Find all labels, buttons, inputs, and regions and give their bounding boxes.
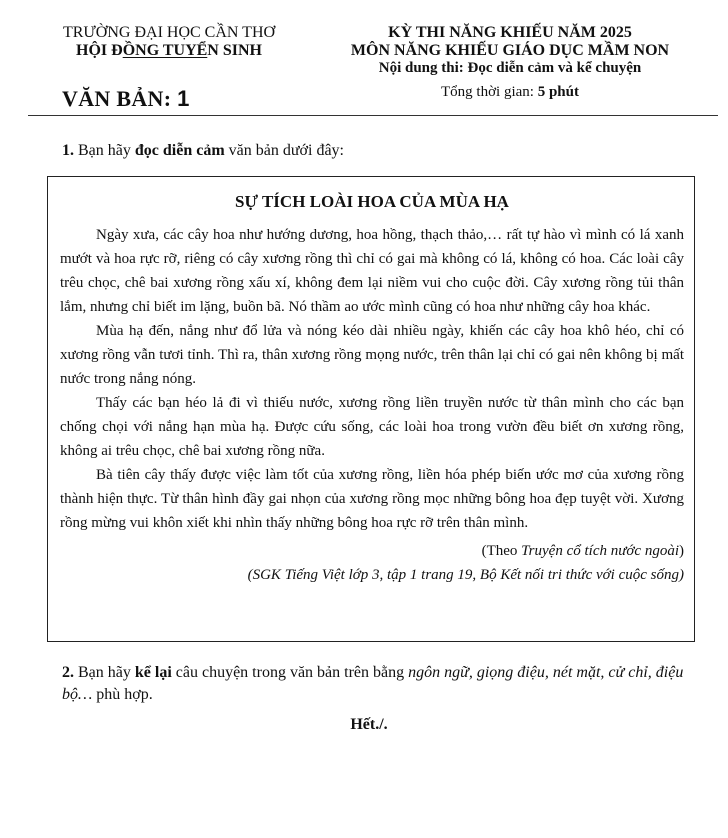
time-label: Tổng thời gian: xyxy=(441,84,534,100)
story-paragraph: Bà tiên cây thấy được việc làm tốt của xương rồng, liền hóa phép biến ước mơ của xương rồng thành hiện thực. Từ thân hình đầy gai nhọn của xương rồng mọc những bông hoa đẹp tuyệt vời. Xương rồng mừng vui khôn xiết khi nhìn thấy những bông hoa rực rỡ trên thân mình. xyxy=(60,467,684,531)
header-left xyxy=(34,24,304,60)
source-pre: (Theo xyxy=(481,543,518,559)
question-2-number: 2. xyxy=(62,664,74,681)
story-reference xyxy=(60,563,684,587)
question-2-italic: ngôn ngữ, giọng điệu, nét mặt, cử chỉ, điệu bộ… xyxy=(62,664,684,703)
source-title: Truyện cổ tích nước ngoài xyxy=(521,543,679,559)
end-marker: Hết./. xyxy=(350,716,388,733)
story-title: SỰ TÍCH LOÀI HOA CỦA MÙA HẠ xyxy=(235,192,509,211)
story-paragraph: Ngày xưa, các cây hoa như hướng dương, hoa hồng, thạch thảo,… rất tự hào vì mình có lá xanh mướt và hoa rực rỡ, riêng có cây xương rồng thì chỉ có gai mà không có lá, không có hoa. Các loài cây trêu chọc, chê bai xương rồng xấu xí, không đem lại niềm vui cho cuộc đời. Cây xương rồng tủi thân lắm, nhưng chỉ biết im lặng, buồn bã. Nó thầm ao ước mình cũng có hoa như những cây hoa khác. xyxy=(60,227,684,315)
text-label: VĂN BẢN: xyxy=(62,86,172,111)
question-2-mid: câu chuyện trong văn bản trên bằng xyxy=(175,664,405,681)
time-line xyxy=(300,83,720,101)
question-2-post: phù hợp. xyxy=(96,686,153,703)
story-paragraph: Thấy các bạn héo lả đi vì thiếu nước, xương rồng liền truyền nước từ thân mình cho các bạn chống chọi với nắng hạn mùa hạ. Được cứu sống, các loài hoa trong vườn đều biết ơn xương rồng, không ai trêu chọc, chê bai xương rồng nữa. xyxy=(60,395,684,459)
question-2-emphasis: kể lại xyxy=(134,664,172,681)
text-number: 1 xyxy=(177,86,190,111)
question-2 xyxy=(62,662,702,706)
council-name-part2: ỒNG TUYỂ xyxy=(122,42,208,59)
story-paragraph: Mùa hạ đến, nắng như đổ lửa và nóng kéo dài nhiều ngày, khiến các cây hoa khô héo, chỉ có xương rồng vẫn tươi tỉnh. Thì ra, thân xương rồng mọng nước, trên thân lại chỉ có gai nên không bị mất nước trong nắng nóng. xyxy=(60,323,684,387)
story-box xyxy=(47,176,695,642)
council-name xyxy=(34,42,304,60)
header-right xyxy=(300,24,720,101)
subject-title: MÔN NĂNG KHIẾU GIÁO DỤC MẦM NON xyxy=(350,42,670,59)
reference-text: (SGK Tiếng Việt lớp 3, tập 1 trang 19, Bộ Kết nối tri thức với cuộc sống) xyxy=(247,567,684,583)
header-divider xyxy=(28,115,718,116)
council-name-part3: N SINH xyxy=(207,42,262,59)
story-source xyxy=(60,539,684,563)
exam-title: KỲ THI NĂNG KHIẾU NĂM 2025 xyxy=(388,24,632,41)
question-1-emphasis: đọc diễn cảm xyxy=(134,142,225,159)
council-name-part1: HỘI Đ xyxy=(76,42,123,59)
time-value: 5 phút xyxy=(537,84,579,100)
question-1-number: 1. xyxy=(62,142,74,159)
source-post: ) xyxy=(679,543,684,559)
content-line: Nội dung thi: Đọc diễn cảm và kể chuyện xyxy=(378,60,642,76)
school-name: TRƯỜNG ĐẠI HỌC CẦN THƠ xyxy=(62,24,276,41)
text-number-label xyxy=(62,86,190,112)
question-2-pre: Bạn hãy xyxy=(78,664,131,681)
question-1-post: văn bản dưới đây: xyxy=(228,142,344,159)
question-1 xyxy=(62,140,702,162)
question-1-pre: Bạn hãy xyxy=(78,142,131,159)
